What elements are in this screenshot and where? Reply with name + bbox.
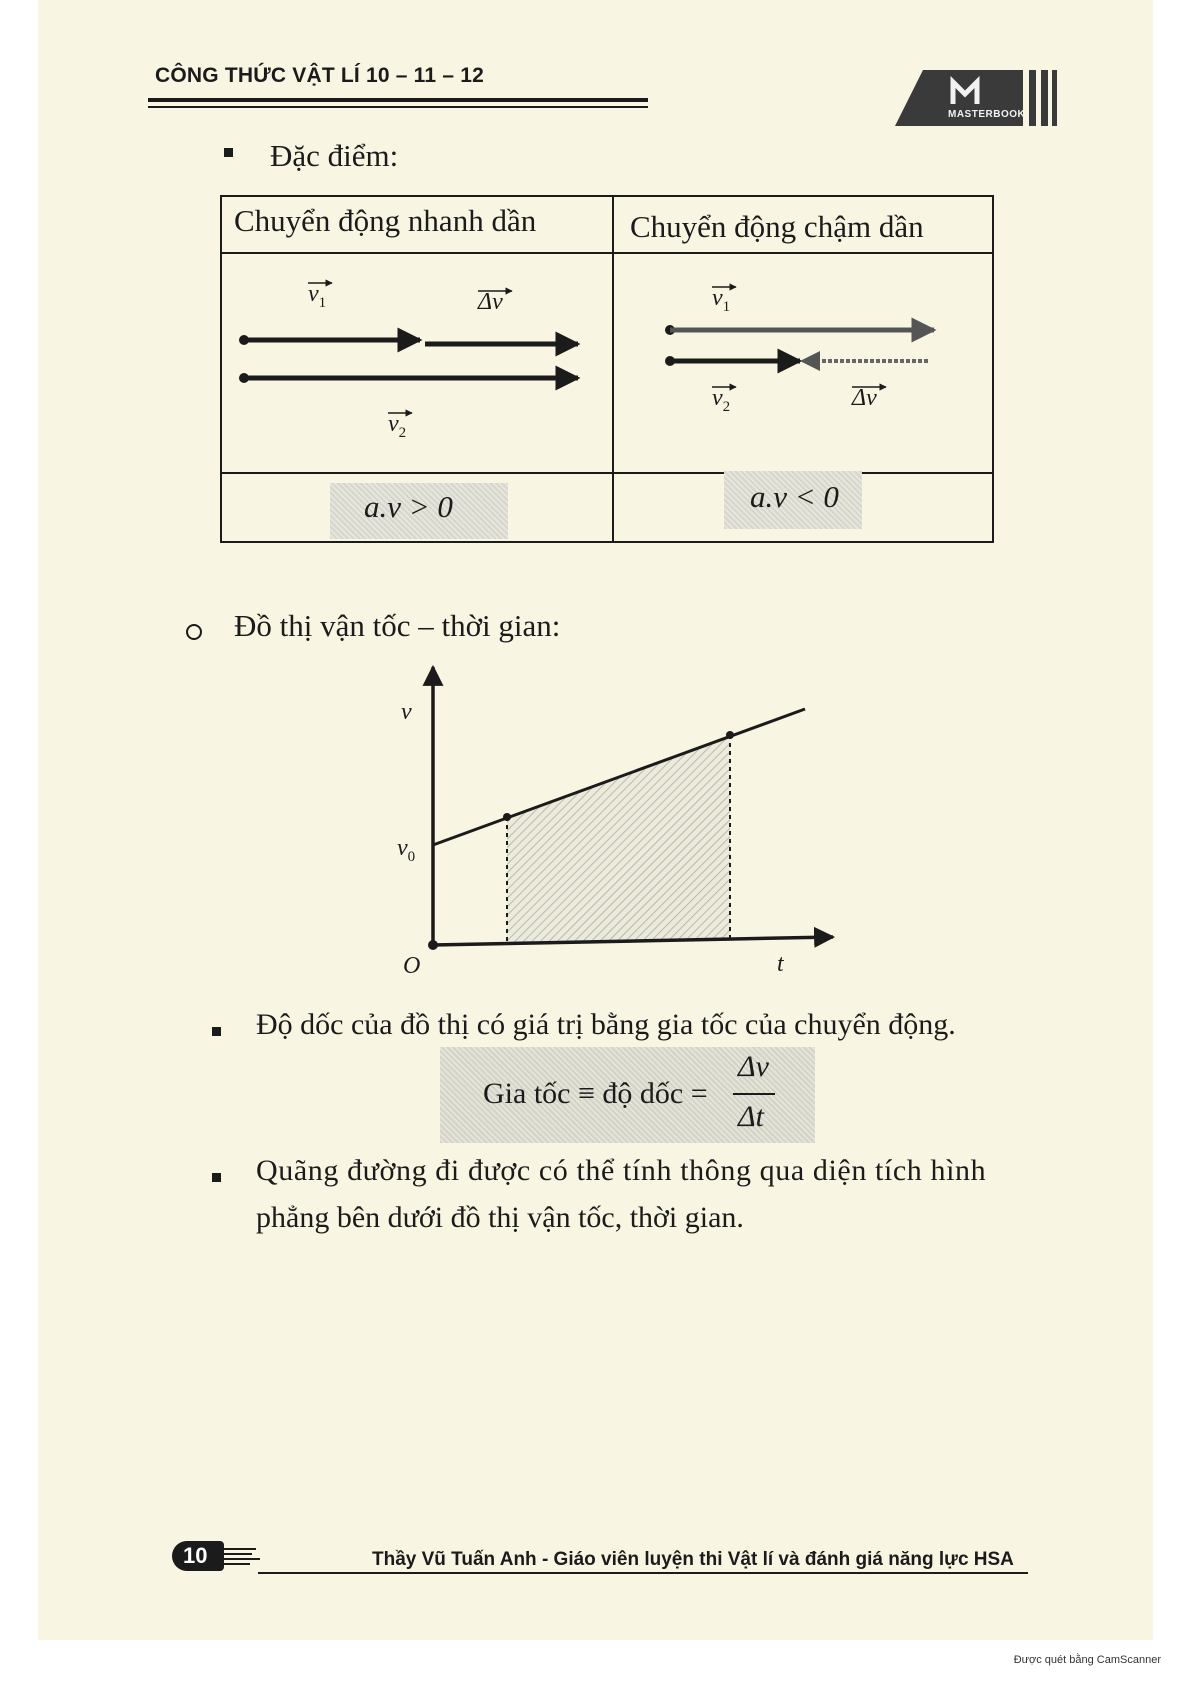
origin-label: O [403,953,421,979]
footer-rule [258,1572,1028,1574]
label-dv-decel: Δv [852,385,877,411]
header-rule-top [148,98,648,102]
formula-numerator: Δv [738,1050,769,1083]
speed-lines-icon [222,1543,262,1569]
condition-accel: a.v > 0 [364,489,453,524]
comparison-table [220,195,995,543]
axis-label-v: v [401,699,412,725]
footer-text: Thầy Vũ Tuấn Anh - Giáo viên luyện thi Vật lí và đánh giá năng lực HSA [372,1549,1014,1570]
label-v1-accel: $v_1$ [308,281,327,311]
axis-label-t: t [777,951,784,977]
bullet-circle [186,624,202,640]
page-number: 10 [183,1543,208,1568]
area-under-graph [507,735,730,943]
accelerating-vectors [239,335,578,383]
logo-text: MASTERBOOK [948,109,1026,120]
velocity-time-graph [385,655,845,985]
section-features-heading: Đặc điểm: [270,138,399,173]
graph-plot [385,655,845,985]
fraction-bar [733,1093,775,1095]
label-v2-accel: $v_2$ [388,411,407,441]
scanner-watermark: Được quét bằng CamScanner [1013,1654,1161,1666]
bullet-square [224,148,233,157]
distance-statement-line2: phẳng bên dưới đồ thị vận tốc, thời gian. [256,1201,744,1234]
slope-statement: Độ dốc của đồ thị có giá trị bằng gia tốc của chuyển động. [256,1008,956,1041]
decelerating-vectors [665,325,934,366]
section-graph-heading: Đồ thị vận tốc – thời gian: [234,608,561,643]
table-header-decelerating: Chuyển động chậm dần [630,209,924,244]
bullet-square [212,1027,221,1036]
formula-denominator: Δt [738,1100,764,1133]
label-dv-accel: Δv [478,289,503,315]
running-title: CÔNG THỨC VẬT LÍ 10 – 11 – 12 [155,64,484,87]
header-rule-bottom [148,106,648,108]
condition-decel: a.v < 0 [750,479,839,514]
label-v1-decel: $v_1$ [712,285,731,315]
label-v2-decel: $v_2$ [712,385,731,415]
vector-overbars [308,283,886,413]
distance-statement-line1: Quãng đường đi được có thể tính thông qua diện tích hình [256,1154,987,1187]
axis-label-v0: $v_0$ [397,835,416,865]
bullet-square [212,1173,221,1182]
formula-lhs: Gia tốc ≡ độ dốc = [483,1077,708,1110]
table-header-accelerating: Chuyển động nhanh dần [234,203,537,238]
